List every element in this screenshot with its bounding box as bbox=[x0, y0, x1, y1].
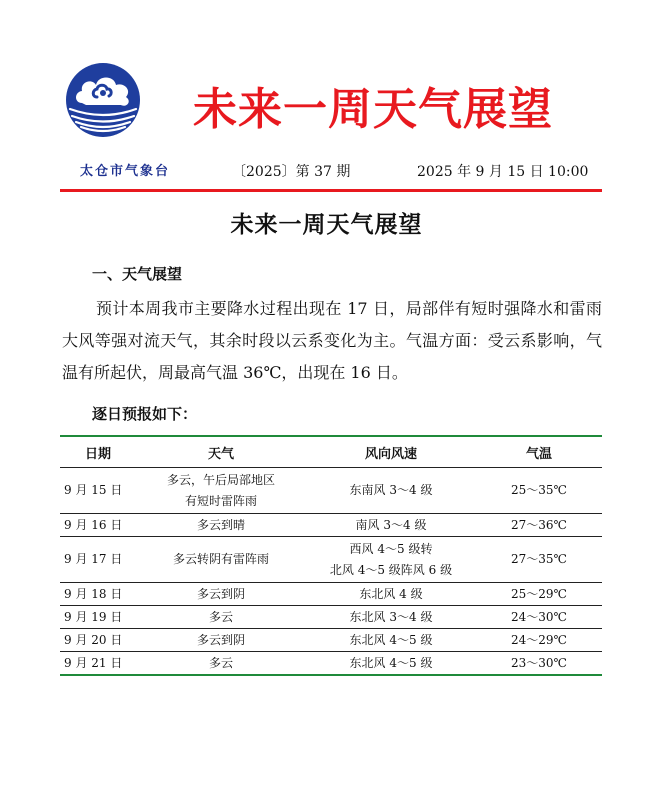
wind-line: 东北风 4～5 级 bbox=[349, 655, 433, 670]
header-temperature: 气温 bbox=[476, 436, 602, 468]
row-wind bbox=[306, 514, 476, 537]
wind-line: 南风 3～4 级 bbox=[355, 517, 427, 532]
table-row bbox=[60, 629, 602, 652]
weather-line: 多云到阴 bbox=[196, 586, 245, 601]
row-weather bbox=[136, 606, 306, 629]
issuer-name: 太仓市气象台 bbox=[80, 164, 171, 179]
row-weather bbox=[136, 652, 306, 676]
weather-line: 多云 bbox=[208, 655, 233, 670]
forecast-table bbox=[60, 435, 602, 676]
table-row bbox=[60, 537, 602, 583]
row-temperature: 24～29℃ bbox=[476, 629, 602, 652]
table-row bbox=[60, 606, 602, 629]
weather-line: 多云，午后局部地区 bbox=[166, 472, 275, 487]
row-wind bbox=[306, 537, 476, 583]
row-wind bbox=[306, 583, 476, 606]
header-divider bbox=[60, 189, 602, 192]
row-weather bbox=[136, 514, 306, 537]
row-temperature: 27～35℃ bbox=[476, 537, 602, 583]
row-temperature: 25～35℃ bbox=[476, 468, 602, 514]
issue-number: 〔2025〕第 37 期 bbox=[232, 164, 351, 180]
header-weather: 天气 bbox=[136, 436, 306, 468]
issue-date: 2025 年 9 月 15 日 10:00 bbox=[417, 164, 589, 180]
row-date: 9 月 21 日 bbox=[60, 652, 136, 676]
document-title: 未来一周天气展望 bbox=[230, 211, 423, 238]
row-date: 9 月 17 日 bbox=[60, 537, 136, 583]
table-row bbox=[60, 652, 602, 676]
row-weather bbox=[136, 629, 306, 652]
row-wind bbox=[306, 652, 476, 676]
row-date: 9 月 20 日 bbox=[60, 629, 136, 652]
row-weather bbox=[136, 537, 306, 583]
row-wind bbox=[306, 606, 476, 629]
header-date: 日期 bbox=[60, 436, 136, 468]
cma-cloud-logo-icon bbox=[64, 61, 142, 139]
issue-line bbox=[0, 160, 653, 184]
table-row bbox=[60, 583, 602, 606]
weather-line: 多云转阴有雷阵雨 bbox=[172, 552, 269, 566]
row-temperature: 25～29℃ bbox=[476, 583, 602, 606]
row-weather bbox=[136, 468, 306, 514]
row-temperature: 23～30℃ bbox=[476, 652, 602, 676]
banner-title: 未来一周天气展望 bbox=[193, 84, 553, 135]
row-date: 9 月 16 日 bbox=[60, 514, 136, 537]
row-wind bbox=[306, 629, 476, 652]
row-temperature: 27～36℃ bbox=[476, 514, 602, 537]
table-header-row bbox=[60, 436, 602, 468]
weather-line: 多云 bbox=[208, 609, 233, 624]
section-heading: 一、天气展望 bbox=[92, 265, 183, 283]
header-wind: 风向风速 bbox=[306, 436, 476, 468]
wind-line: 东北风 4～5 级 bbox=[349, 632, 433, 647]
wind-line: 西风 4～5 级转 bbox=[349, 541, 433, 556]
row-date: 9 月 18 日 bbox=[60, 583, 136, 606]
row-date: 9 月 15 日 bbox=[60, 468, 136, 514]
wind-line: 北风 4～5 级阵风 6 级 bbox=[329, 562, 453, 577]
table-row bbox=[60, 514, 602, 537]
wind-line: 东南风 3～4 级 bbox=[349, 483, 433, 497]
outlook-paragraph: 预计本周我市主要降水过程出现在 17 日，局部伴有短时强降水和雷雨大风等强对流天气，其余时段以云系变化为主。气温方面：受云系影响，气温有所起伏，周最高气温 36℃，出现在 16 日。 bbox=[62, 299, 602, 382]
weather-line: 多云到阴 bbox=[196, 632, 245, 647]
row-temperature: 24～30℃ bbox=[476, 606, 602, 629]
weather-line: 多云到晴 bbox=[196, 517, 245, 532]
table-row bbox=[60, 468, 602, 514]
wind-line: 东北风 4 级 bbox=[359, 586, 423, 601]
wind-line: 东北风 3～4 级 bbox=[349, 609, 433, 624]
row-date: 9 月 19 日 bbox=[60, 606, 136, 629]
row-wind bbox=[306, 468, 476, 514]
weather-line: 有短时雷阵雨 bbox=[184, 493, 257, 508]
daily-forecast-heading: 逐日预报如下： bbox=[92, 405, 198, 423]
row-weather bbox=[136, 583, 306, 606]
